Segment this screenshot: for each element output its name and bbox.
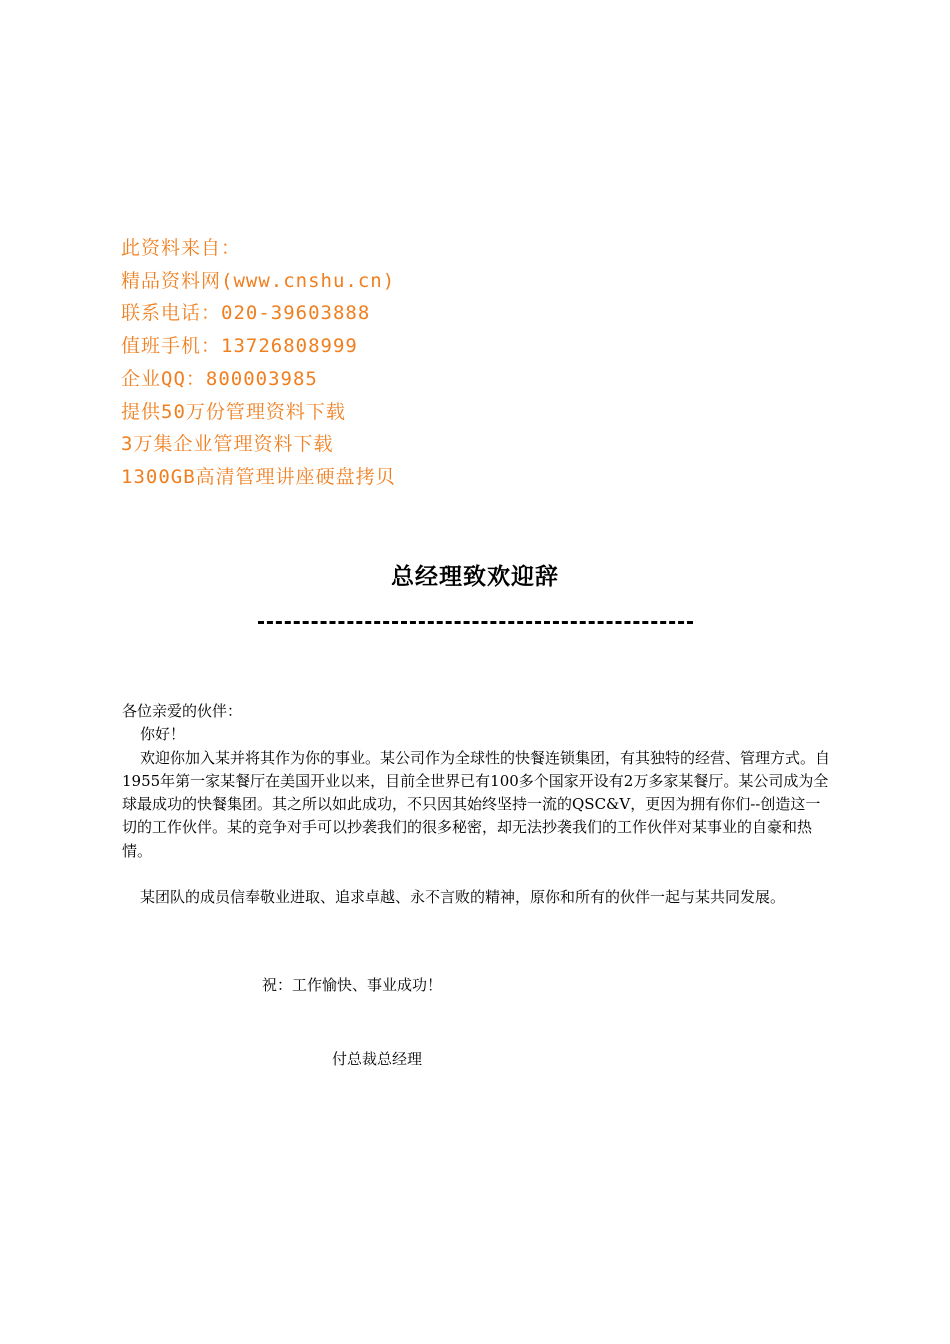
salutation: 各位亲爱的伙伴： (122, 702, 243, 720)
source-line: 3万集企业管理资料下载 (121, 433, 334, 456)
blessing-line: 祝：工作愉快、事业成功！ (262, 976, 443, 994)
source-line: 此资料来自： (121, 237, 242, 259)
source-info-block (121, 232, 396, 494)
paragraph-team: 某团队的成员信奉敬业进取、追求卓越、永不言败的精神，原你和所有的伙伴一起与某共同发展。 (140, 888, 786, 907)
source-line: 值班手机：13726808999 (121, 335, 358, 358)
source-line: 1300GB高清管理讲座硬盘拷贝 (121, 465, 396, 488)
paragraph-welcome: 欢迎你加入某并将其作为你的事业。某公司作为全球性的快餐连锁集团，有其独特的经营、管理方式。自1955年第一家某餐厅在美国开业以来，目前全世界已有100多个国家开设有2万多家某餐厅。某公司成为全球最成功的快餐集团。其之所以如此成功，不只因其始终坚持一流的QSC&V，更因为拥有你们--创造这一切的工作伙伴。某的竞争对手可以抄袭我们的很多秘密，却无法抄袭我们的工作伙伴对某事业的自豪和热情。 (122, 748, 831, 860)
title-underline (258, 621, 693, 624)
source-line: 联系电话：020-39603888 (121, 302, 371, 325)
greeting: 你好！ (140, 725, 186, 744)
source-line: 企业QQ：800003985 (121, 367, 318, 390)
source-line: 精品资料网(www.cnshu.cn) (121, 269, 396, 292)
signature: 付总裁总经理 (332, 1050, 423, 1068)
source-line: 提供50万份管理资料下载 (121, 400, 346, 423)
document-title: 总经理致欢迎辞 (391, 564, 559, 590)
letter-body (122, 700, 832, 909)
